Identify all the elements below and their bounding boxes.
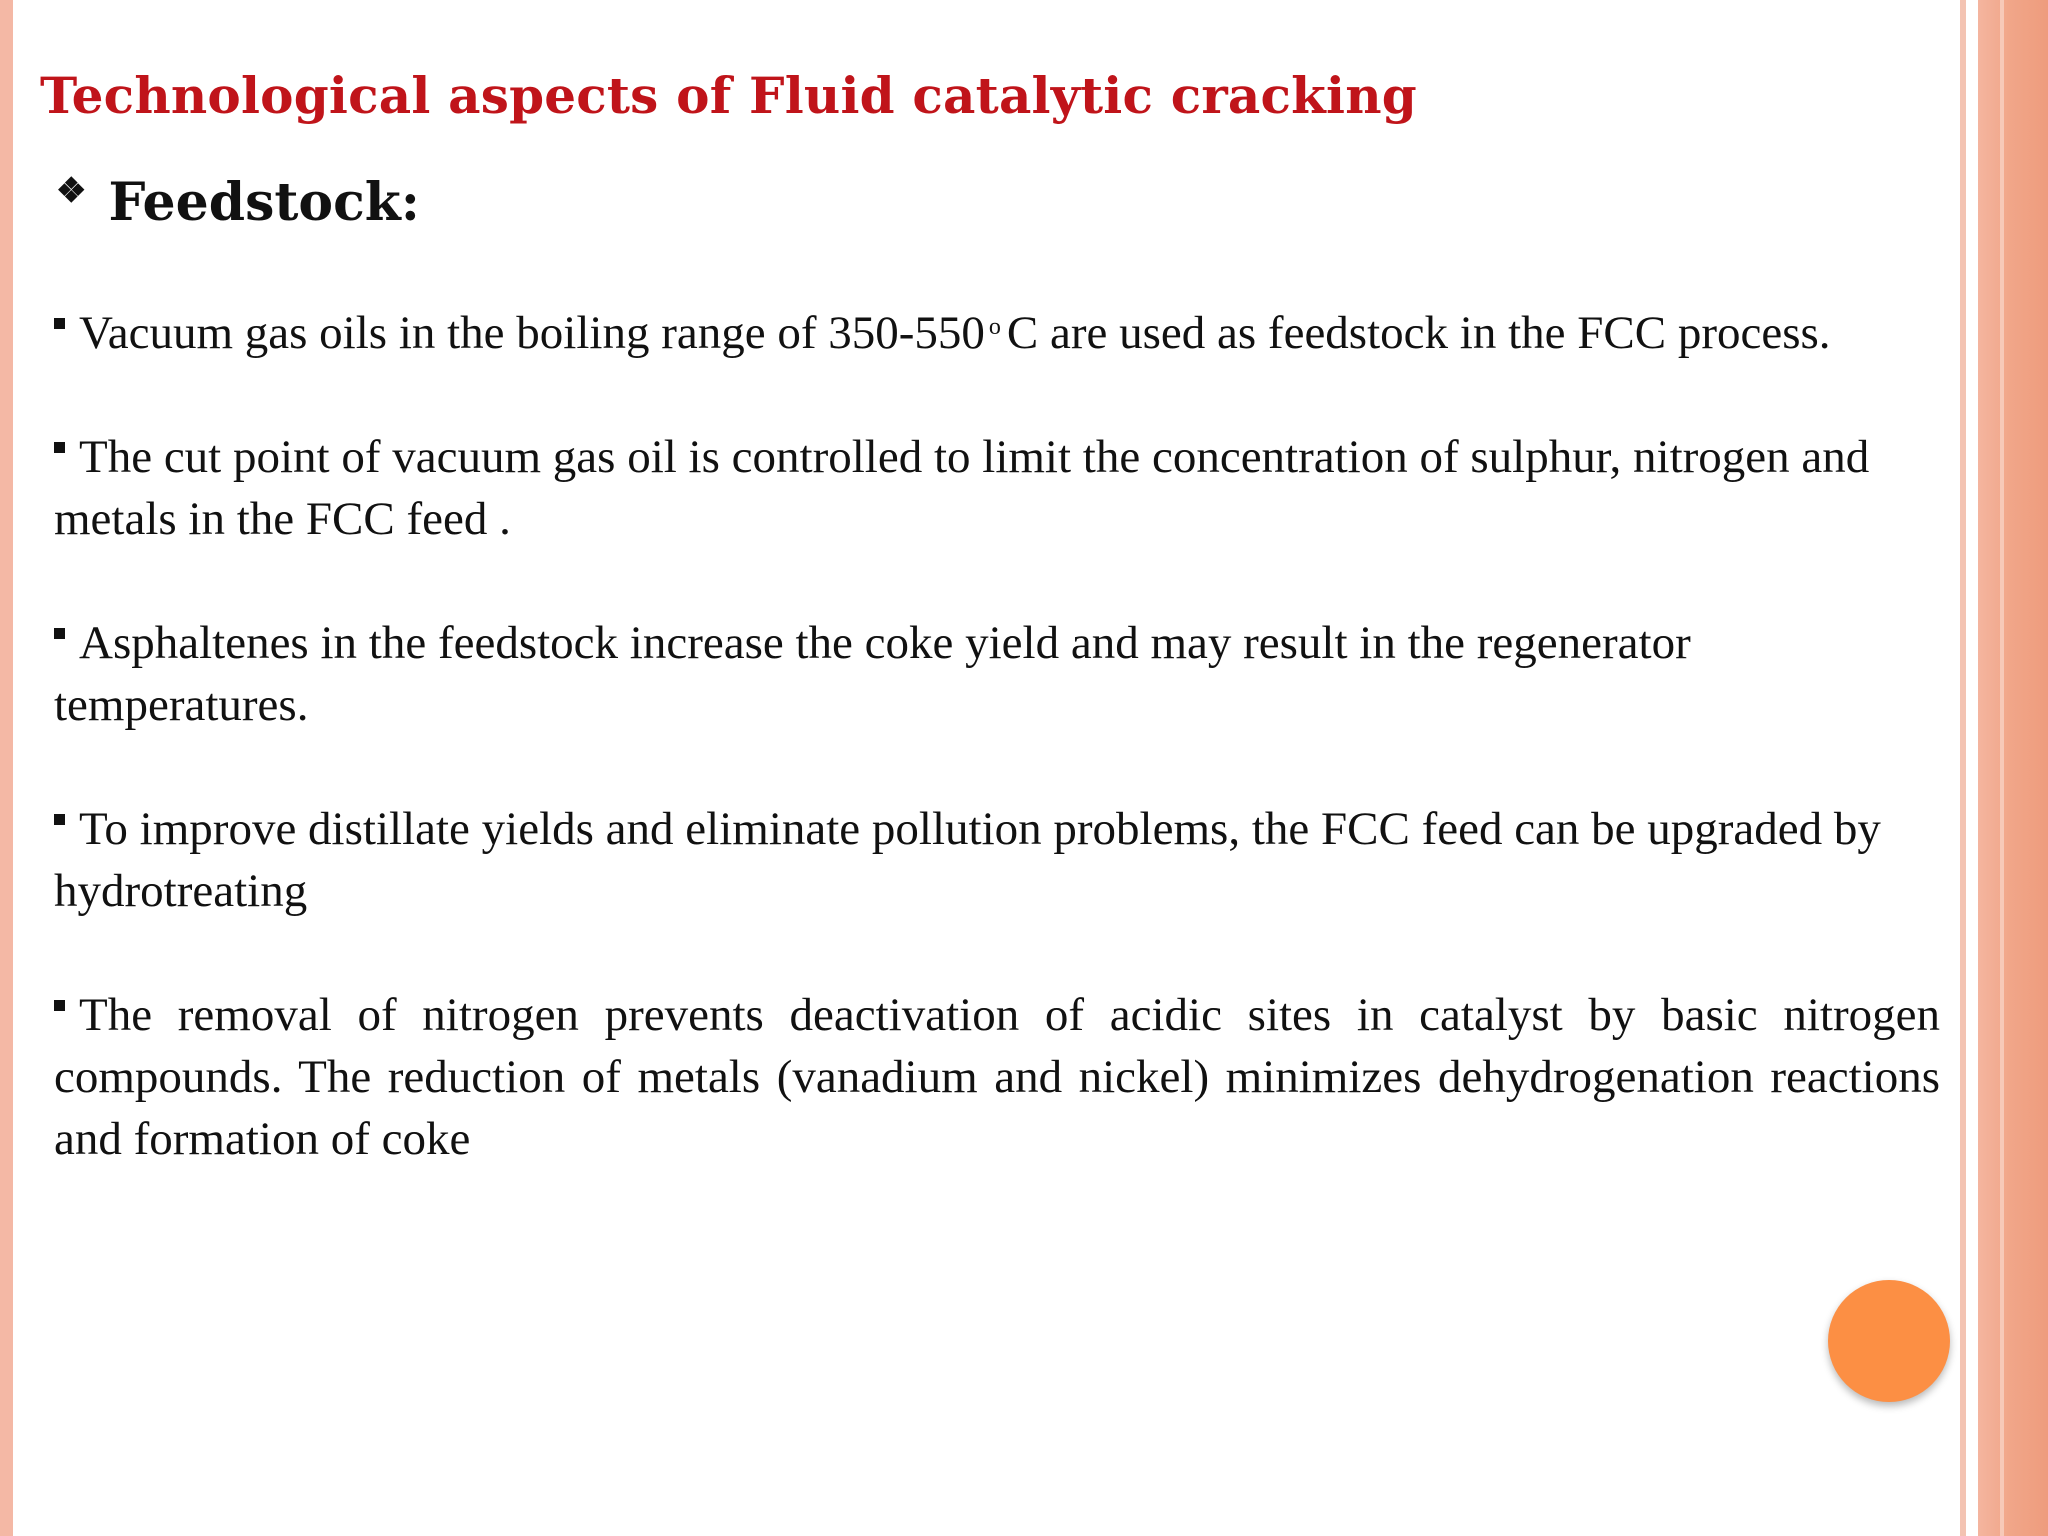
section-heading	[56, 172, 420, 233]
square-bullet-icon	[54, 442, 65, 453]
bullet-item	[54, 296, 1940, 364]
square-bullet-icon	[54, 1000, 65, 1011]
bullet-text: The removal of nitrogen prevents deactivation of acidic sites in catalyst by basic nitrogen compounds. The reduction of metals (vanadium and nickel) minimizes dehydrogenation reactions and formation of coke	[54, 989, 1940, 1165]
square-bullet-icon	[54, 814, 65, 825]
slide-title: Technological aspects of Fluid catalytic cracking	[40, 66, 1417, 125]
bullet-text-after-degree: C are used as feedstock in the FCC process.	[1006, 307, 1831, 359]
bullet-list	[54, 296, 1940, 1232]
diamond-bullet-icon: ❖	[56, 170, 87, 211]
bullet-item	[54, 798, 1940, 922]
square-bullet-icon	[54, 318, 65, 329]
bullet-text: The cut point of vacuum gas oil is controlled to limit the concentration of sulphur, nitrogen and metals in the FCC feed .	[54, 431, 1870, 545]
right-border-wide-decoration	[1978, 0, 2048, 1536]
degree-symbol: o	[988, 314, 1001, 340]
right-border-thin-decoration	[1960, 0, 1966, 1536]
bullet-item	[54, 426, 1940, 550]
bullet-item	[54, 984, 1940, 1170]
left-border-decoration	[0, 0, 13, 1536]
bullet-text: To improve distillate yields and eliminate pollution problems, the FCC feed can be upgraded by hydrotreating	[54, 803, 1881, 917]
bullet-item	[54, 612, 1940, 736]
section-heading-label: Feedstock:	[108, 172, 420, 233]
bullet-text-before-degree: Vacuum gas oils in the boiling range of 350-550	[79, 307, 985, 359]
bullet-text: Asphaltenes in the feedstock increase the coke yield and may result in the regenerator temperatures.	[54, 617, 1691, 731]
square-bullet-icon	[54, 628, 65, 639]
right-border-line-decoration	[2000, 0, 2004, 1536]
orange-circle-decoration	[1828, 1280, 1950, 1402]
